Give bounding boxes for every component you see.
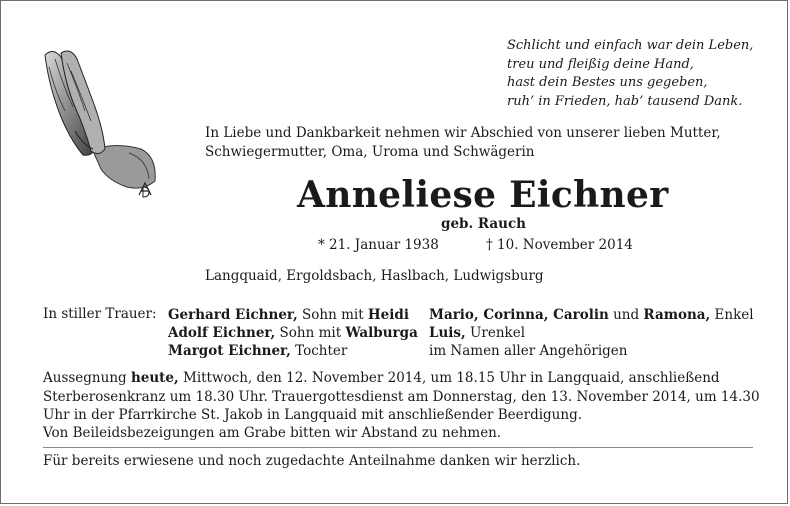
service-text: Mittwoch, den 12. November 2014, um 18.15 Uhr in Langquaid, anschließend — [178, 370, 720, 386]
mourner-name: Gerhard Eichner, — [168, 307, 298, 323]
mourner-name: Margot Eichner, — [168, 343, 291, 359]
intro-text — [205, 124, 721, 161]
birth-date: * 21. Januar 1938 — [318, 237, 439, 253]
places: Langquaid, Ergoldsbach, Haslbach, Ludwigsburg — [205, 268, 544, 284]
mourner-relation: Tochter — [290, 343, 348, 359]
intro-line-1: In Liebe und Dankbarkeit nehmen wir Abschied von unserer lieben Mutter, — [205, 125, 721, 141]
mourner-relation: Sohn mit — [275, 325, 346, 341]
mourner-relation: Enkel — [710, 307, 754, 323]
service-line-2: Sterberosenkranz um 18.30 Uhr. Trauergottesdienst am Donnerstag, den 13. November 2014, um 14.30 — [43, 388, 760, 405]
mourners-column-1 — [168, 306, 418, 360]
mourner-line — [429, 342, 754, 360]
mourner-partner: Walburga — [345, 325, 418, 341]
service-line-3: Uhr in der Pfarrkirche St. Jakob in Langquaid mit anschließender Beerdigung. — [43, 407, 583, 423]
death-date: † 10. November 2014 — [486, 237, 633, 253]
mourner-relation: im Namen aller Angehörigen — [429, 343, 628, 359]
poem — [507, 37, 753, 111]
mourner-line — [429, 306, 754, 324]
mourner-line — [429, 324, 754, 342]
mourners-label: In stiller Trauer: — [43, 306, 157, 322]
maiden-name: geb. Rauch — [441, 216, 526, 232]
mourner-relation: und — [608, 307, 644, 323]
praying-hands-image — [31, 41, 181, 211]
poem-line: Schlicht und einfach war dein Leben, — [507, 38, 754, 53]
service-line-1 — [43, 369, 755, 388]
mourner-relation: Urenkel — [465, 325, 526, 341]
intro-line-2: Schwiegermutter, Oma, Uroma und Schwägerin — [205, 143, 535, 160]
mourner-name: Ramona, — [643, 307, 711, 323]
mourner-name: Luis, — [429, 325, 466, 341]
mourner-partner: Heidi — [367, 307, 409, 323]
service-day: heute, — [130, 370, 179, 386]
mourner-line — [168, 342, 418, 360]
mourner-line — [168, 306, 418, 324]
condolence-note: Von Beileidsbezeigungen am Grabe bitten wir Abstand zu nehmen. — [43, 425, 502, 441]
service-text: Aussegnung — [43, 370, 131, 386]
poem-line: treu und fleißig deine Hand, — [507, 56, 694, 72]
divider — [43, 447, 753, 448]
thanks-note: Für bereits erwiesene und noch zugedachte Anteilnahme danken wir herzlich. — [43, 453, 581, 469]
poem-line: ruh’ in Frieden, hab’ tausend Dank. — [507, 93, 743, 109]
mourner-name: Adolf Eichner, — [168, 325, 276, 341]
deceased-name: Anneliese Eichner — [297, 174, 669, 216]
mourners-column-2 — [429, 306, 754, 360]
service-details — [43, 369, 760, 425]
mourner-name: Mario, Corinna, Carolin — [429, 307, 609, 323]
poem-line: hast dein Bestes uns gegeben, — [507, 75, 708, 90]
mourner-line — [168, 324, 418, 342]
mourner-relation: Sohn mit — [297, 307, 368, 323]
